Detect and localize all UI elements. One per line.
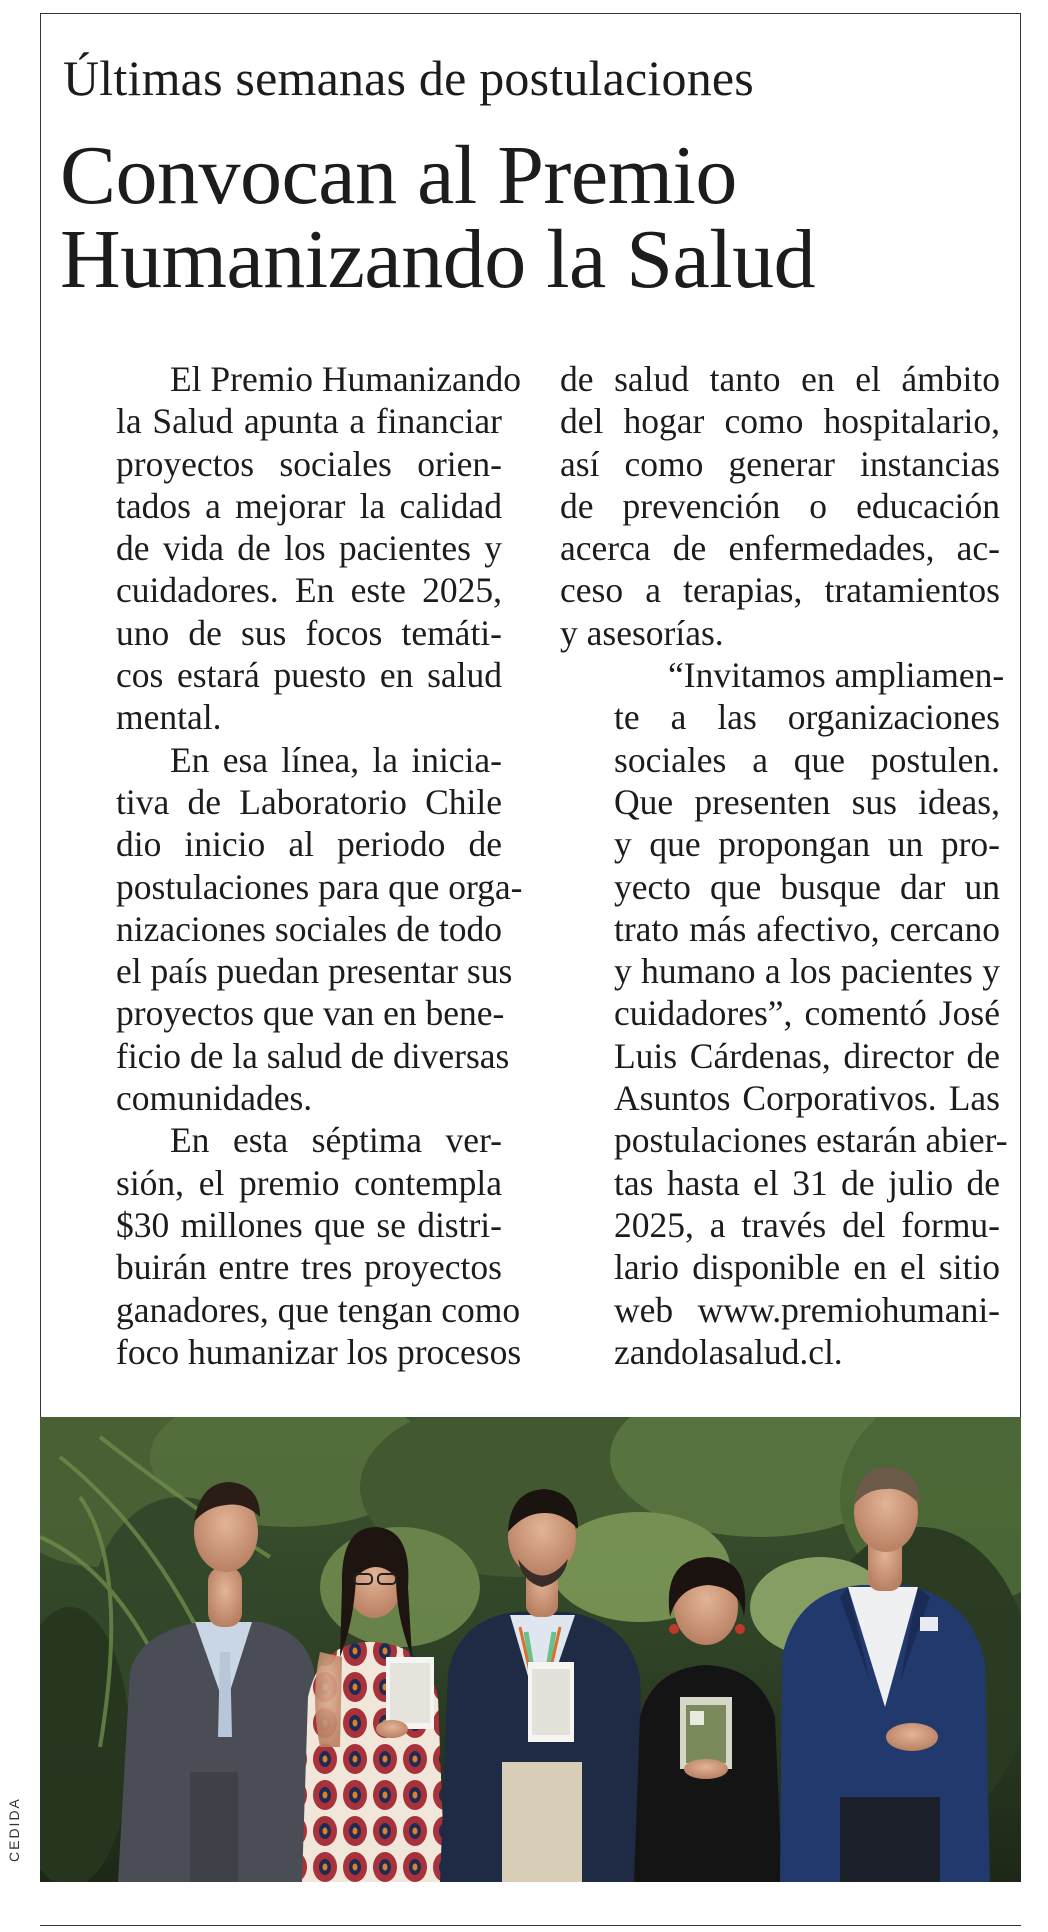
- body-line: tas hasta el 31 de julio de: [614, 1162, 1000, 1203]
- body-line: sión, el premio contempla: [116, 1162, 502, 1203]
- headline-line: Humanizando la Salud: [60, 213, 816, 306]
- body-line: postulaciones para que orga-: [116, 866, 523, 907]
- body-line: uno de sus focos temáti-: [116, 612, 502, 653]
- paragraph: [62, 358, 521, 739]
- photo-credit: CEDIDA: [6, 1797, 22, 1862]
- body-line: ganadores, que tengan como: [116, 1289, 521, 1330]
- body-line: dio inicio al periodo de: [116, 824, 502, 865]
- body-line: cos estará puesto en salud: [116, 655, 502, 696]
- body-line: trato más afectivo, cercano: [614, 908, 1000, 949]
- body-line: tados a mejorar la calidad: [116, 485, 502, 526]
- group-photo-illustration: [40, 1417, 1021, 1882]
- body-column-left: [62, 358, 523, 1373]
- article-kicker: Últimas semanas de postulaciones: [63, 50, 754, 106]
- group-photo: [40, 1417, 1021, 1882]
- body-line: El Premio Humanizando: [170, 359, 521, 399]
- paragraph: [62, 739, 523, 1120]
- headline-line: Convocan al Premio: [60, 129, 737, 222]
- body-line: y asesorías.: [560, 612, 724, 653]
- body-line: de vida de los pacientes y: [116, 528, 502, 569]
- paragraph: [560, 654, 1008, 1373]
- body-line: y que propongan un pro-: [614, 824, 1000, 865]
- body-line: En esa línea, la inicia-: [170, 739, 502, 780]
- body-line: mental.: [116, 697, 222, 738]
- body-line: cuidadores. En este 2025,: [116, 570, 502, 611]
- body-line: zandolasalud.cl.: [614, 1331, 843, 1372]
- body-column-right: [560, 358, 1008, 1373]
- body-line: te a las organizaciones: [614, 697, 1000, 738]
- body-line: $30 millones que se distri-: [116, 1204, 502, 1245]
- body-line: postulaciones estarán abier-: [614, 1120, 1008, 1161]
- body-line: la Salud apunta a financiar: [116, 401, 502, 442]
- body-line: 2025, a través del formu-: [614, 1204, 1000, 1245]
- body-line: tiva de Laboratorio Chile: [116, 781, 502, 822]
- body-line: comunidades.: [116, 1078, 313, 1119]
- body-line: así como generar instancias: [560, 443, 1000, 484]
- body-line: buirán entre tres proyectos: [116, 1247, 502, 1288]
- body-line: de salud tanto en el ámbito: [560, 359, 1000, 399]
- body-line: y humano a los pacientes y: [614, 951, 1000, 992]
- body-line: Luis Cárdenas, director de: [614, 1035, 1000, 1076]
- body-line: Asuntos Corporativos. Las: [614, 1078, 1000, 1119]
- paragraph: [560, 358, 1000, 654]
- paragraph: [62, 1119, 522, 1373]
- body-line: proyectos que van en bene-: [116, 993, 505, 1034]
- body-line: sociales a que postulen.: [614, 739, 1000, 780]
- body-line: el país puedan presentar sus: [116, 951, 513, 992]
- article-headline: [60, 129, 816, 306]
- body-line: acerca de enfermedades, ac-: [560, 528, 1000, 569]
- body-line: Que presenten sus ideas,: [614, 781, 1000, 822]
- body-line: ceso a terapias, tratamientos: [560, 570, 1000, 611]
- body-line: foco humanizar los procesos: [116, 1331, 522, 1372]
- bottom-rule: [40, 1925, 1021, 1926]
- body-line: proyectos sociales orien-: [116, 443, 502, 484]
- body-line: ficio de la salud de diversas: [116, 1035, 510, 1076]
- body-line: En esta séptima ver-: [170, 1120, 502, 1161]
- body-line: de prevención o educación: [560, 485, 1000, 526]
- body-line: yecto que busque dar un: [614, 866, 1000, 907]
- body-line: “Invitamos ampliamen-: [668, 655, 1005, 696]
- body-line: web www.premiohumani-: [614, 1289, 1000, 1330]
- body-line: nizaciones sociales de todo: [116, 908, 502, 949]
- body-line: cuidadores”, comentó José: [614, 993, 1000, 1034]
- body-line: lario disponible en el sitio: [614, 1247, 1000, 1288]
- body-line: del hogar como hospitalario,: [560, 401, 1000, 442]
